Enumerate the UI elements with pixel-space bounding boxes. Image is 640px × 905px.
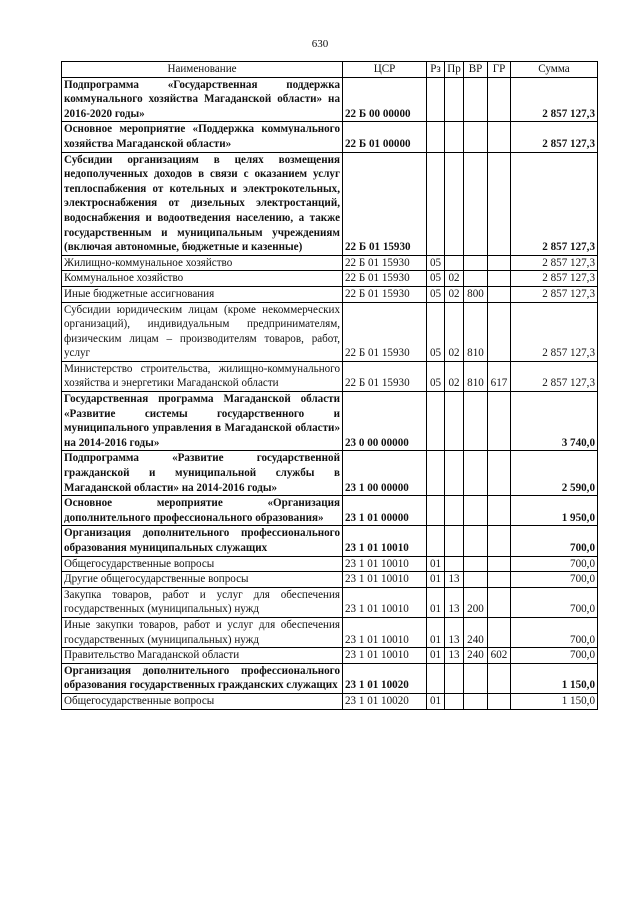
cell-name: Жилищно-коммунальное хозяйство xyxy=(62,255,343,271)
cell-pr xyxy=(445,152,464,255)
cell-gr xyxy=(488,526,511,556)
cell-gr xyxy=(488,663,511,693)
cell-rz: 05 xyxy=(427,271,445,287)
cell-rz xyxy=(427,526,445,556)
cell-sum: 700,0 xyxy=(511,617,598,647)
cell-csr: 22 Б 00 00000 xyxy=(343,77,427,122)
table-row xyxy=(62,526,598,556)
cell-name: Субсидии юридическим лицам (кроме некоммерческих организаций), индивидуальным предпринимателям, физическим лицам – производителям товаров, работ, услуг xyxy=(62,302,343,361)
cell-sum: 700,0 xyxy=(511,587,598,617)
header-name: Наименование xyxy=(62,62,343,78)
cell-sum: 2 857 127,3 xyxy=(511,302,598,361)
cell-rz xyxy=(427,152,445,255)
cell-name: Подпрограмма «Развитие государственной гражданской и муниципальной службы в Магаданской области» на 2014-2016 годы» xyxy=(62,451,343,496)
cell-pr: 02 xyxy=(445,271,464,287)
cell-vr: 810 xyxy=(464,361,488,391)
cell-sum: 2 857 127,3 xyxy=(511,361,598,391)
cell-gr xyxy=(488,617,511,647)
cell-sum: 2 857 127,3 xyxy=(511,77,598,122)
table-row xyxy=(62,556,598,572)
cell-csr: 22 Б 01 15930 xyxy=(343,152,427,255)
table-row xyxy=(62,361,598,391)
cell-pr: 02 xyxy=(445,302,464,361)
cell-vr: 800 xyxy=(464,286,488,302)
cell-sum: 2 857 127,3 xyxy=(511,152,598,255)
cell-vr: 810 xyxy=(464,302,488,361)
cell-vr xyxy=(464,392,488,451)
cell-gr xyxy=(488,556,511,572)
cell-rz: 01 xyxy=(427,617,445,647)
cell-name: Иные закупки товаров, работ и услуг для обеспечения государственных (муниципальных) нужд xyxy=(62,617,343,647)
cell-csr: 23 1 01 10010 xyxy=(343,617,427,647)
page-number: 630 xyxy=(311,38,329,50)
cell-pr xyxy=(445,77,464,122)
cell-name: Организация дополнительного профессионального образования муниципальных служащих xyxy=(62,526,343,556)
cell-pr xyxy=(445,122,464,152)
cell-name: Закупка товаров, работ и услуг для обеспечения государственных (муниципальных) нужд xyxy=(62,587,343,617)
cell-name: Основное мероприятие «Организация дополнительного профессионального образования» xyxy=(62,496,343,526)
table-row xyxy=(62,617,598,647)
cell-gr xyxy=(488,255,511,271)
cell-csr: 23 1 01 10020 xyxy=(343,663,427,693)
cell-pr xyxy=(445,526,464,556)
cell-gr xyxy=(488,587,511,617)
cell-gr xyxy=(488,286,511,302)
cell-vr xyxy=(464,572,488,588)
cell-csr: 22 Б 01 15930 xyxy=(343,271,427,287)
cell-vr xyxy=(464,496,488,526)
cell-csr: 23 1 01 10010 xyxy=(343,556,427,572)
cell-csr: 22 Б 01 15930 xyxy=(343,255,427,271)
cell-sum: 700,0 xyxy=(511,648,598,664)
cell-csr: 23 0 00 00000 xyxy=(343,392,427,451)
cell-vr xyxy=(464,152,488,255)
cell-rz: 01 xyxy=(427,572,445,588)
table-header xyxy=(62,62,598,78)
cell-rz: 01 xyxy=(427,648,445,664)
cell-name: Иные бюджетные ассигнования xyxy=(62,286,343,302)
cell-pr: 13 xyxy=(445,572,464,588)
cell-pr xyxy=(445,663,464,693)
cell-name: Министерство строительства, жилищно-коммунального хозяйства и энергетики Магаданской области xyxy=(62,361,343,391)
cell-gr xyxy=(488,302,511,361)
cell-sum: 2 857 127,3 xyxy=(511,122,598,152)
cell-pr xyxy=(445,255,464,271)
cell-vr xyxy=(464,556,488,572)
cell-name: Подпрограмма «Государственная поддержка коммунального хозяйства Магаданской области» на 2016-2020 годы» xyxy=(62,77,343,122)
header-rz: Рз xyxy=(427,62,445,78)
cell-rz xyxy=(427,496,445,526)
header-sum: Сумма xyxy=(511,62,598,78)
table-row xyxy=(62,302,598,361)
cell-rz: 05 xyxy=(427,286,445,302)
cell-csr: 23 1 00 00000 xyxy=(343,451,427,496)
cell-gr xyxy=(488,451,511,496)
cell-rz: 01 xyxy=(427,693,445,709)
cell-vr xyxy=(464,255,488,271)
cell-sum: 2 590,0 xyxy=(511,451,598,496)
cell-vr xyxy=(464,77,488,122)
table-row xyxy=(62,286,598,302)
cell-name: Субсидии организациям в целях возмещения недополученных доходов в связи с оказанием услуг теплоспабжения от котельных и электрокотельных, электроснабжения от дизельных электростанций, водоснабжения и водоотведения населению, а также государственным и муниципальным учреждениям (включая автономные, бюджетные и казенные) xyxy=(62,152,343,255)
cell-csr: 23 1 01 10020 xyxy=(343,693,427,709)
header-vr: ВР xyxy=(464,62,488,78)
cell-gr xyxy=(488,77,511,122)
cell-csr: 23 1 01 10010 xyxy=(343,587,427,617)
cell-rz xyxy=(427,663,445,693)
cell-name: Другие общегосударственные вопросы xyxy=(62,572,343,588)
table-row xyxy=(62,392,598,451)
table-body xyxy=(62,77,598,709)
table-row xyxy=(62,496,598,526)
table-row xyxy=(62,122,598,152)
cell-pr: 02 xyxy=(445,286,464,302)
cell-pr xyxy=(445,451,464,496)
cell-sum: 700,0 xyxy=(511,572,598,588)
cell-gr xyxy=(488,271,511,287)
table-row xyxy=(62,152,598,255)
cell-rz xyxy=(427,392,445,451)
cell-rz: 01 xyxy=(427,587,445,617)
table-row xyxy=(62,572,598,588)
table-row xyxy=(62,77,598,122)
table-row xyxy=(62,693,598,709)
cell-sum: 2 857 127,3 xyxy=(511,271,598,287)
cell-sum: 1 950,0 xyxy=(511,496,598,526)
cell-gr xyxy=(488,152,511,255)
cell-name: Правительство Магаданской области xyxy=(62,648,343,664)
cell-sum: 2 857 127,3 xyxy=(511,255,598,271)
cell-csr: 23 1 01 10010 xyxy=(343,572,427,588)
table-row xyxy=(62,648,598,664)
cell-vr: 240 xyxy=(464,648,488,664)
cell-gr xyxy=(488,392,511,451)
cell-csr: 23 1 01 10010 xyxy=(343,648,427,664)
cell-csr: 23 1 01 10010 xyxy=(343,526,427,556)
cell-pr: 02 xyxy=(445,361,464,391)
cell-csr: 22 Б 01 15930 xyxy=(343,286,427,302)
table-row xyxy=(62,451,598,496)
cell-gr: 602 xyxy=(488,648,511,664)
cell-pr: 13 xyxy=(445,587,464,617)
table-row xyxy=(62,663,598,693)
cell-gr xyxy=(488,122,511,152)
cell-rz: 05 xyxy=(427,302,445,361)
cell-pr xyxy=(445,556,464,572)
table-row xyxy=(62,271,598,287)
cell-csr: 22 Б 01 00000 xyxy=(343,122,427,152)
cell-rz: 05 xyxy=(427,361,445,391)
cell-csr: 22 Б 01 15930 xyxy=(343,361,427,391)
cell-pr xyxy=(445,693,464,709)
cell-csr: 22 Б 01 15930 xyxy=(343,302,427,361)
cell-name: Основное мероприятие «Поддержка коммунального хозяйства Магаданской области» xyxy=(62,122,343,152)
cell-gr xyxy=(488,693,511,709)
cell-sum: 2 857 127,3 xyxy=(511,286,598,302)
cell-vr xyxy=(464,271,488,287)
table-row xyxy=(62,587,598,617)
cell-name: Государственная программа Магаданской области «Развитие системы государственного и муниципального управления в Магаданской области» на 2014-2016 годы» xyxy=(62,392,343,451)
cell-rz xyxy=(427,451,445,496)
cell-sum: 3 740,0 xyxy=(511,392,598,451)
cell-csr: 23 1 01 00000 xyxy=(343,496,427,526)
cell-sum: 700,0 xyxy=(511,556,598,572)
cell-vr xyxy=(464,122,488,152)
header-gr: ГР xyxy=(488,62,511,78)
table-row xyxy=(62,255,598,271)
cell-vr: 200 xyxy=(464,587,488,617)
cell-pr: 13 xyxy=(445,617,464,647)
header-csr: ЦСР xyxy=(343,62,427,78)
cell-rz: 05 xyxy=(427,255,445,271)
cell-vr xyxy=(464,526,488,556)
cell-name: Общегосударственные вопросы xyxy=(62,693,343,709)
cell-vr: 240 xyxy=(464,617,488,647)
cell-pr: 13 xyxy=(445,648,464,664)
budget-table xyxy=(61,61,598,710)
cell-vr xyxy=(464,693,488,709)
cell-name: Организация дополнительного профессионального образования государственных гражданских служащих xyxy=(62,663,343,693)
cell-pr xyxy=(445,392,464,451)
cell-sum: 1 150,0 xyxy=(511,693,598,709)
cell-vr xyxy=(464,451,488,496)
cell-vr xyxy=(464,663,488,693)
header-pr: Пр xyxy=(445,62,464,78)
cell-name: Коммунальное хозяйство xyxy=(62,271,343,287)
cell-sum: 700,0 xyxy=(511,526,598,556)
cell-rz xyxy=(427,77,445,122)
cell-pr xyxy=(445,496,464,526)
cell-gr: 617 xyxy=(488,361,511,391)
cell-rz: 01 xyxy=(427,556,445,572)
cell-gr xyxy=(488,572,511,588)
cell-sum: 1 150,0 xyxy=(511,663,598,693)
cell-name: Общегосударственные вопросы xyxy=(62,556,343,572)
cell-gr xyxy=(488,496,511,526)
cell-rz xyxy=(427,122,445,152)
